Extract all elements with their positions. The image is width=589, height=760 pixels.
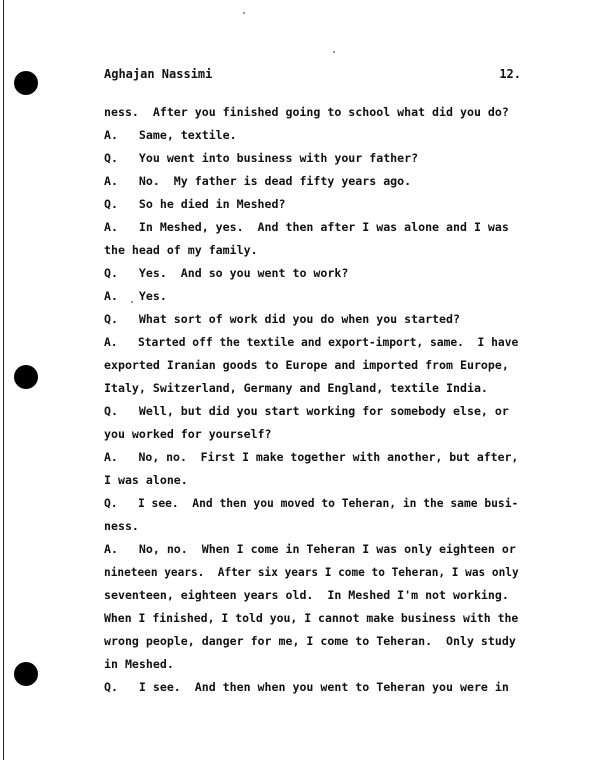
transcript-line: nineteen years. After six years I come to Teheran, I was only xyxy=(104,566,519,579)
page-edge xyxy=(3,0,4,760)
transcript-line: Q. Yes. And so you went to work? xyxy=(104,266,349,280)
transcript-line: you worked for yourself? xyxy=(104,427,272,441)
page-header xyxy=(104,67,521,87)
transcript-line: ness. xyxy=(104,519,139,533)
transcript-line: A. Same, textile. xyxy=(104,128,237,142)
scan-speck xyxy=(243,12,245,14)
transcript-line: in Meshed. xyxy=(104,657,174,671)
transcript-line: the head of my family. xyxy=(104,243,258,257)
transcript-line: Q. What sort of work did you do when you started? xyxy=(104,312,460,326)
transcript-line: Q. I see. And then you moved to Teheran, in the same busi- xyxy=(104,497,519,510)
interviewee-name: Aghajan Nassimi xyxy=(104,67,213,81)
transcript-body xyxy=(104,104,521,702)
transcript-line: A. No. My father is dead fifty years ago. xyxy=(104,174,412,188)
transcript-line: Q. I see. And then when you went to Teheran you were in xyxy=(104,680,509,694)
transcript-line: A. Started off the textile and export-import, same. I have xyxy=(104,336,519,349)
transcript-line: seventeen, eighteen years old. In Meshed I'm not working. xyxy=(104,588,509,602)
binder-hole xyxy=(14,365,38,389)
transcript-line: ness. After you finished going to school what did you do? xyxy=(104,105,509,119)
transcript-line: Q. So he died in Meshed? xyxy=(104,197,286,211)
transcript-line: A. No, no. When I come in Teheran I was only eighteen or xyxy=(104,542,516,556)
scan-speck xyxy=(333,51,335,53)
transcript-line: I was alone. xyxy=(104,473,188,487)
transcript-line: A. Yes. xyxy=(104,289,167,303)
transcript-line: exported Iranian goods to Europe and imported from Europe, xyxy=(104,358,509,372)
transcript-line: wrong people, danger for me, I come to Teheran. Only study xyxy=(104,634,516,648)
binder-hole xyxy=(14,662,38,686)
page-number: 12. xyxy=(499,67,521,81)
transcript-line: Italy, Switzerland, Germany and England, textile India. xyxy=(104,381,488,395)
transcript-line: A. No, no. First I make together with another, but after, xyxy=(104,450,519,464)
binder-hole xyxy=(14,71,38,95)
transcript-line: Q. You went into business with your father? xyxy=(104,151,419,165)
transcript-line: When I finished, I told you, I cannot make business with the xyxy=(104,611,519,625)
transcript-line: Q. Well, but did you start working for somebody else, or xyxy=(104,404,509,418)
transcript-line: A. In Meshed, yes. And then after I was alone and I was xyxy=(104,220,509,234)
